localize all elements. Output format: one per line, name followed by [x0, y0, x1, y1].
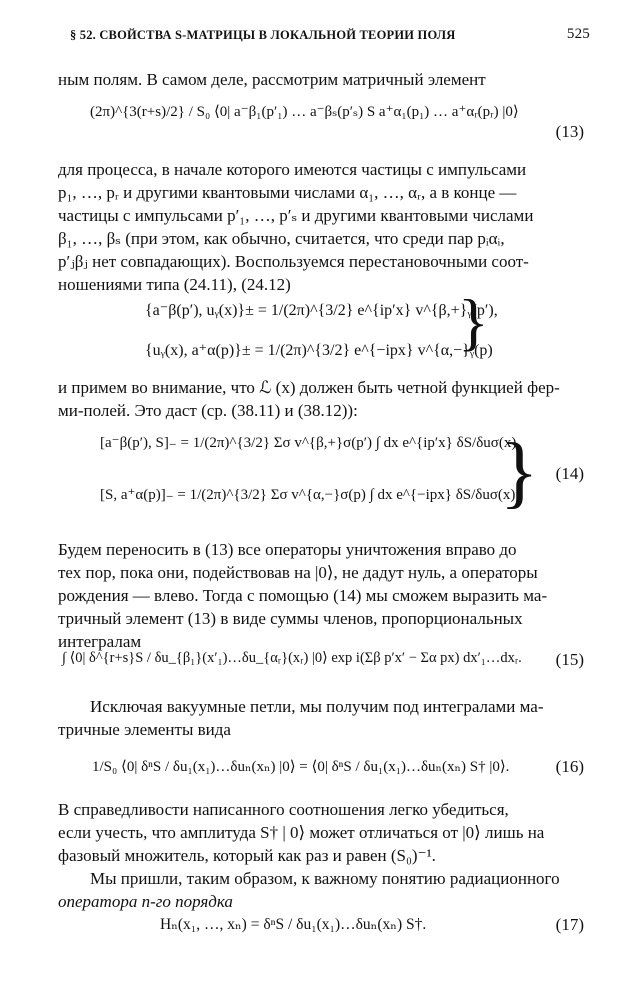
- commutator-equation: {a⁻β(p′), uᵧ(x)}± = 1/(2π)^{3/2} e^{ip′x} v^{β,+}ᵧ(p′),: [145, 302, 498, 319]
- paragraph-line: ми-полей. Это даст (ср. (38.11) и (38.12)):: [58, 401, 358, 420]
- paragraph-line: тех пор, пока они, подействовав на |0⟩, не дадут нуль, а операторы: [58, 563, 538, 582]
- equation-14b: [S, a⁺α(p)]₋ = 1/(2π)^{3/2} Σσ v^{α,−}σ(p) ∫ dx e^{−ipx} δS/δuσ(x).: [100, 487, 520, 503]
- commutator-equation: {uᵧ(x), a⁺α(p)}± = 1/(2π)^{3/2} e^{−ipx} v^{α,−}ᵧ(p): [145, 342, 493, 359]
- paragraph-line: ношениями типа (24.11), (24.12): [58, 275, 291, 294]
- right-brace: }: [500, 428, 539, 516]
- equation-number: (15): [555, 650, 584, 669]
- paragraph-line: и примем во внимание, что ℒ (x) должен быть четной функцией фер-: [58, 378, 560, 397]
- paragraph-line: Исключая вакуумные петли, мы получим под интегралами ма-: [90, 697, 544, 716]
- equation-14a: [a⁻β(p′), S]₋ = 1/(2π)^{3/2} Σσ v^{β,+}σ(p′) ∫ dx e^{ip′x} δS/δuσ(x),: [100, 435, 521, 451]
- paragraph-line: для процесса, в начале которого имеются частицы с импульсами: [58, 160, 527, 179]
- paragraph-line: p₁, …, pᵣ и другими квантовыми числами α₁, …, αᵣ, а в конце —: [58, 183, 517, 202]
- paragraph-line: интегралам: [58, 632, 142, 651]
- equation-number: (16): [555, 757, 584, 776]
- paragraph-line: оператора n-го порядка: [58, 892, 233, 911]
- equation-number: (13): [555, 122, 584, 141]
- paragraph-line: p′ⱼβⱼ нет совпадающих). Воспользуемся перестановочными соот-: [58, 252, 529, 271]
- paragraph-line: если учесть, что амплитуда S† | 0⟩ может отличаться от |0⟩ лишь на: [58, 823, 545, 842]
- equation-number: (17): [555, 915, 584, 934]
- equation-17: Hₙ(x₁, …, xₙ) = δⁿS / δu₁(x₁)…δuₙ(xₙ) S†.: [160, 916, 427, 933]
- equation-15: ∫ ⟨0| δ^{r+s}S / δu_{β₁}(x′₁)…δu_{αᵣ}(xᵣ) |0⟩ exp i(Σβ p′x′ − Σα px) dx′₁…dxᵣ.: [62, 650, 522, 666]
- running-header: [50, 26, 590, 46]
- equation-16: 1/S₀ ⟨0| δⁿS / δu₁(x₁)…δuₙ(xₙ) |0⟩ = ⟨0| δⁿS / δu₁(x₁)…δuₙ(xₙ) S† |0⟩.: [92, 759, 510, 775]
- paragraph-line: ным полям. В самом деле, рассмотрим матричный элемент: [58, 70, 486, 89]
- paragraph-line: частицы с импульсами p′₁, …, p′ₛ и другими квантовыми числами: [58, 206, 534, 225]
- paragraph-line: В справедливости написанного соотношения легко убедиться,: [58, 800, 509, 819]
- paragraph-line: тричные элементы вида: [58, 720, 231, 739]
- paragraph-line: фазовый множитель, который как раз и равен (S₀)⁻¹.: [58, 846, 436, 865]
- paragraph-line: тричный элемент (13) в виде суммы членов, пропорциональных: [58, 609, 523, 628]
- equation-13: (2π)^{3(r+s)/2} / S₀ ⟨0| a⁻β₁(p′₁) … a⁻βₛ(p′ₛ) S a⁺α₁(p₁) … a⁺αᵣ(pᵣ) |0⟩: [90, 104, 519, 120]
- page-number: 525: [566, 26, 590, 42]
- right-brace: }: [458, 286, 489, 357]
- paragraph-line: рождения — влево. Тогда с помощью (14) мы сможем выразить ма-: [58, 586, 548, 605]
- equation-number: (14): [555, 464, 584, 483]
- paragraph-line: β₁, …, βₛ (при этом, как обычно, считается, что среди пар pᵢαᵢ,: [58, 229, 505, 248]
- paragraph-line: Мы пришли, таким образом, к важному понятию радиационного: [90, 869, 560, 888]
- paragraph-line: Будем переносить в (13) все операторы уничтожения вправо до: [58, 540, 517, 559]
- section-title: § 52. СВОЙСТВА S-МАТРИЦЫ В ЛОКАЛЬНОЙ ТЕОРИИ ПОЛЯ: [70, 28, 456, 42]
